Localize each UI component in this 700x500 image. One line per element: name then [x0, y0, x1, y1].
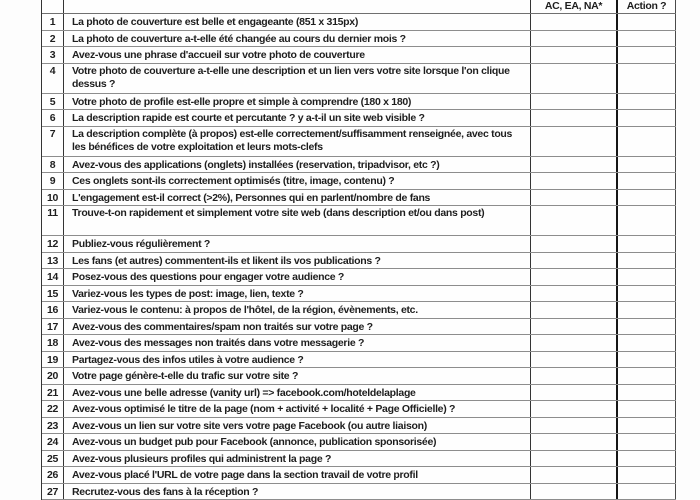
row-number-cell: 7: [42, 127, 64, 156]
table-row: [42, 467, 676, 484]
action-cell: [618, 190, 676, 206]
action-cell: [618, 335, 676, 351]
status-cell: [531, 173, 618, 189]
question-cell: La description rapide est courte et percutante ? y a-t-il un site web visible ?: [64, 110, 531, 126]
audit-checklist-table: [41, 0, 676, 500]
table-row: [42, 286, 676, 303]
row-number-cell: 12: [42, 236, 64, 252]
table-header-row: [42, 0, 676, 14]
table-row: [42, 352, 676, 369]
action-cell: [618, 302, 676, 318]
question-cell: Votre photo de profile est-elle propre et simple à comprendre (180 x 180): [64, 94, 531, 110]
action-cell: [618, 269, 676, 285]
question-cell: Avez-vous plusieurs profiles qui administrent la page ?: [64, 451, 531, 467]
action-cell: [618, 286, 676, 302]
table-row: [42, 319, 676, 336]
status-cell: [531, 14, 618, 30]
action-cell: [618, 368, 676, 384]
status-cell: [531, 190, 618, 206]
action-cell: [618, 352, 676, 368]
table-row: [42, 434, 676, 451]
table-row: [42, 451, 676, 468]
action-cell: [618, 157, 676, 173]
action-cell: [618, 94, 676, 110]
question-cell: La photo de couverture est belle et engageante (851 x 315px): [64, 14, 531, 30]
table-row: [42, 31, 676, 48]
header-cell-number: [42, 0, 64, 13]
question-cell: Trouve-t-on rapidement et simplement votre site web (dans description et/ou dans post): [64, 206, 531, 235]
question-cell: Partagez-vous des infos utiles à votre audience ?: [64, 352, 531, 368]
row-number-cell: 15: [42, 286, 64, 302]
table-row: [42, 64, 676, 94]
action-cell: [618, 64, 676, 93]
row-number-cell: 3: [42, 47, 64, 63]
action-cell: [618, 319, 676, 335]
status-cell: [531, 368, 618, 384]
status-cell: [531, 352, 618, 368]
row-number-cell: 6: [42, 110, 64, 126]
table-row: [42, 173, 676, 190]
table-row: [42, 157, 676, 174]
row-number-cell: 5: [42, 94, 64, 110]
action-cell: [618, 206, 676, 235]
status-cell: [531, 64, 618, 93]
question-cell: La description complète (à propos) est-elle correctement/suffisamment renseignée, avec tous les bénéfices de votre exploitation et leurs mots-clefs: [64, 127, 531, 156]
table-row: [42, 206, 676, 236]
action-cell: [618, 451, 676, 467]
status-cell: [531, 484, 618, 500]
row-number-cell: 9: [42, 173, 64, 189]
row-number-cell: 13: [42, 253, 64, 269]
row-number-cell: 17: [42, 319, 64, 335]
row-number-cell: 23: [42, 418, 64, 434]
question-cell: Recrutez-vous des fans à la réception ?: [64, 484, 531, 500]
table-row: [42, 94, 676, 111]
table-row: [42, 253, 676, 270]
status-cell: [531, 434, 618, 450]
question-cell: Votre page génère-t-elle du trafic sur votre site ?: [64, 368, 531, 384]
status-cell: [531, 319, 618, 335]
status-cell: [531, 157, 618, 173]
status-cell: [531, 269, 618, 285]
row-number-cell: 22: [42, 401, 64, 417]
table-row: [42, 127, 676, 157]
action-cell: [618, 47, 676, 63]
question-cell: Votre photo de couverture a-t-elle une description et un lien vers votre site lorsque l'on clique dessus ?: [64, 64, 531, 93]
question-cell: La photo de couverture a-t-elle été changée au cours du dernier mois ?: [64, 31, 531, 47]
row-number-cell: 20: [42, 368, 64, 384]
row-number-cell: 19: [42, 352, 64, 368]
action-cell: [618, 467, 676, 483]
header-cell-status: AC, EA, NA*: [531, 0, 618, 13]
question-cell: Publiez-vous régulièrement ?: [64, 236, 531, 252]
action-cell: [618, 127, 676, 156]
row-number-cell: 21: [42, 385, 64, 401]
table-row: [42, 47, 676, 64]
status-cell: [531, 206, 618, 235]
status-cell: [531, 94, 618, 110]
action-cell: [618, 401, 676, 417]
question-cell: Les fans (et autres) commentent-ils et likent ils vos publications ?: [64, 253, 531, 269]
question-cell: Ces onglets sont-ils correctement optimisés (titre, image, contenu) ?: [64, 173, 531, 189]
action-cell: [618, 110, 676, 126]
question-cell: Posez-vous des questions pour engager votre audience ?: [64, 269, 531, 285]
table-row: [42, 401, 676, 418]
header-cell-question: [64, 0, 531, 13]
row-number-cell: 25: [42, 451, 64, 467]
status-cell: [531, 467, 618, 483]
row-number-cell: 1: [42, 14, 64, 30]
action-cell: [618, 173, 676, 189]
row-number-cell: 18: [42, 335, 64, 351]
status-cell: [531, 47, 618, 63]
action-cell: [618, 418, 676, 434]
table-row: [42, 269, 676, 286]
header-cell-action: Action ?: [618, 0, 676, 13]
status-cell: [531, 127, 618, 156]
table-row: [42, 110, 676, 127]
question-cell: Avez-vous des commentaires/spam non traités sur votre page ?: [64, 319, 531, 335]
status-cell: [531, 451, 618, 467]
action-cell: [618, 434, 676, 450]
row-number-cell: 27: [42, 484, 64, 500]
question-cell: Avez-vous optimisé le titre de la page (nom + activité + localité + Page Officielle) ?: [64, 401, 531, 417]
status-cell: [531, 385, 618, 401]
table-row: [42, 335, 676, 352]
row-number-cell: 14: [42, 269, 64, 285]
row-number-cell: 2: [42, 31, 64, 47]
row-number-cell: 4: [42, 64, 64, 93]
question-cell: Avez-vous un lien sur votre site vers votre page Facebook (ou autre liaison): [64, 418, 531, 434]
question-cell: Avez-vous un budget pub pour Facebook (annonce, publication sponsorisée): [64, 434, 531, 450]
status-cell: [531, 236, 618, 252]
status-cell: [531, 302, 618, 318]
table-row: [42, 14, 676, 31]
status-cell: [531, 401, 618, 417]
table-body: [42, 14, 676, 500]
question-cell: L'engagement est-il correct (>2%), Personnes qui en parlent/nombre de fans: [64, 190, 531, 206]
table-row: [42, 385, 676, 402]
row-number-cell: 26: [42, 467, 64, 483]
question-cell: Avez-vous des messages non traités dans votre messagerie ?: [64, 335, 531, 351]
action-cell: [618, 484, 676, 500]
table-row: [42, 236, 676, 253]
status-cell: [531, 253, 618, 269]
question-cell: Variez-vous les types de post: image, lien, texte ?: [64, 286, 531, 302]
question-cell: Avez-vous placé l'URL de votre page dans la section travail de votre profil: [64, 467, 531, 483]
status-cell: [531, 286, 618, 302]
row-number-cell: 24: [42, 434, 64, 450]
status-cell: [531, 335, 618, 351]
status-cell: [531, 418, 618, 434]
action-cell: [618, 385, 676, 401]
row-number-cell: 11: [42, 206, 64, 235]
question-cell: Variez-vous le contenu: à propos de l'hôtel, de la région, évènements, etc.: [64, 302, 531, 318]
table-row: [42, 368, 676, 385]
table-row: [42, 190, 676, 207]
question-cell: Avez-vous une belle adresse (vanity url) => facebook.com/hoteldelaplage: [64, 385, 531, 401]
action-cell: [618, 14, 676, 30]
row-number-cell: 16: [42, 302, 64, 318]
table-row: [42, 418, 676, 435]
row-number-cell: 10: [42, 190, 64, 206]
action-cell: [618, 31, 676, 47]
status-cell: [531, 110, 618, 126]
action-cell: [618, 236, 676, 252]
action-cell: [618, 253, 676, 269]
status-cell: [531, 31, 618, 47]
table-row: [42, 302, 676, 319]
row-number-cell: 8: [42, 157, 64, 173]
table-row: [42, 484, 676, 500]
question-cell: Avez-vous une phrase d'accueil sur votre photo de couverture: [64, 47, 531, 63]
question-cell: Avez-vous des applications (onglets) installées (reservation, tripadvisor, etc ?): [64, 157, 531, 173]
